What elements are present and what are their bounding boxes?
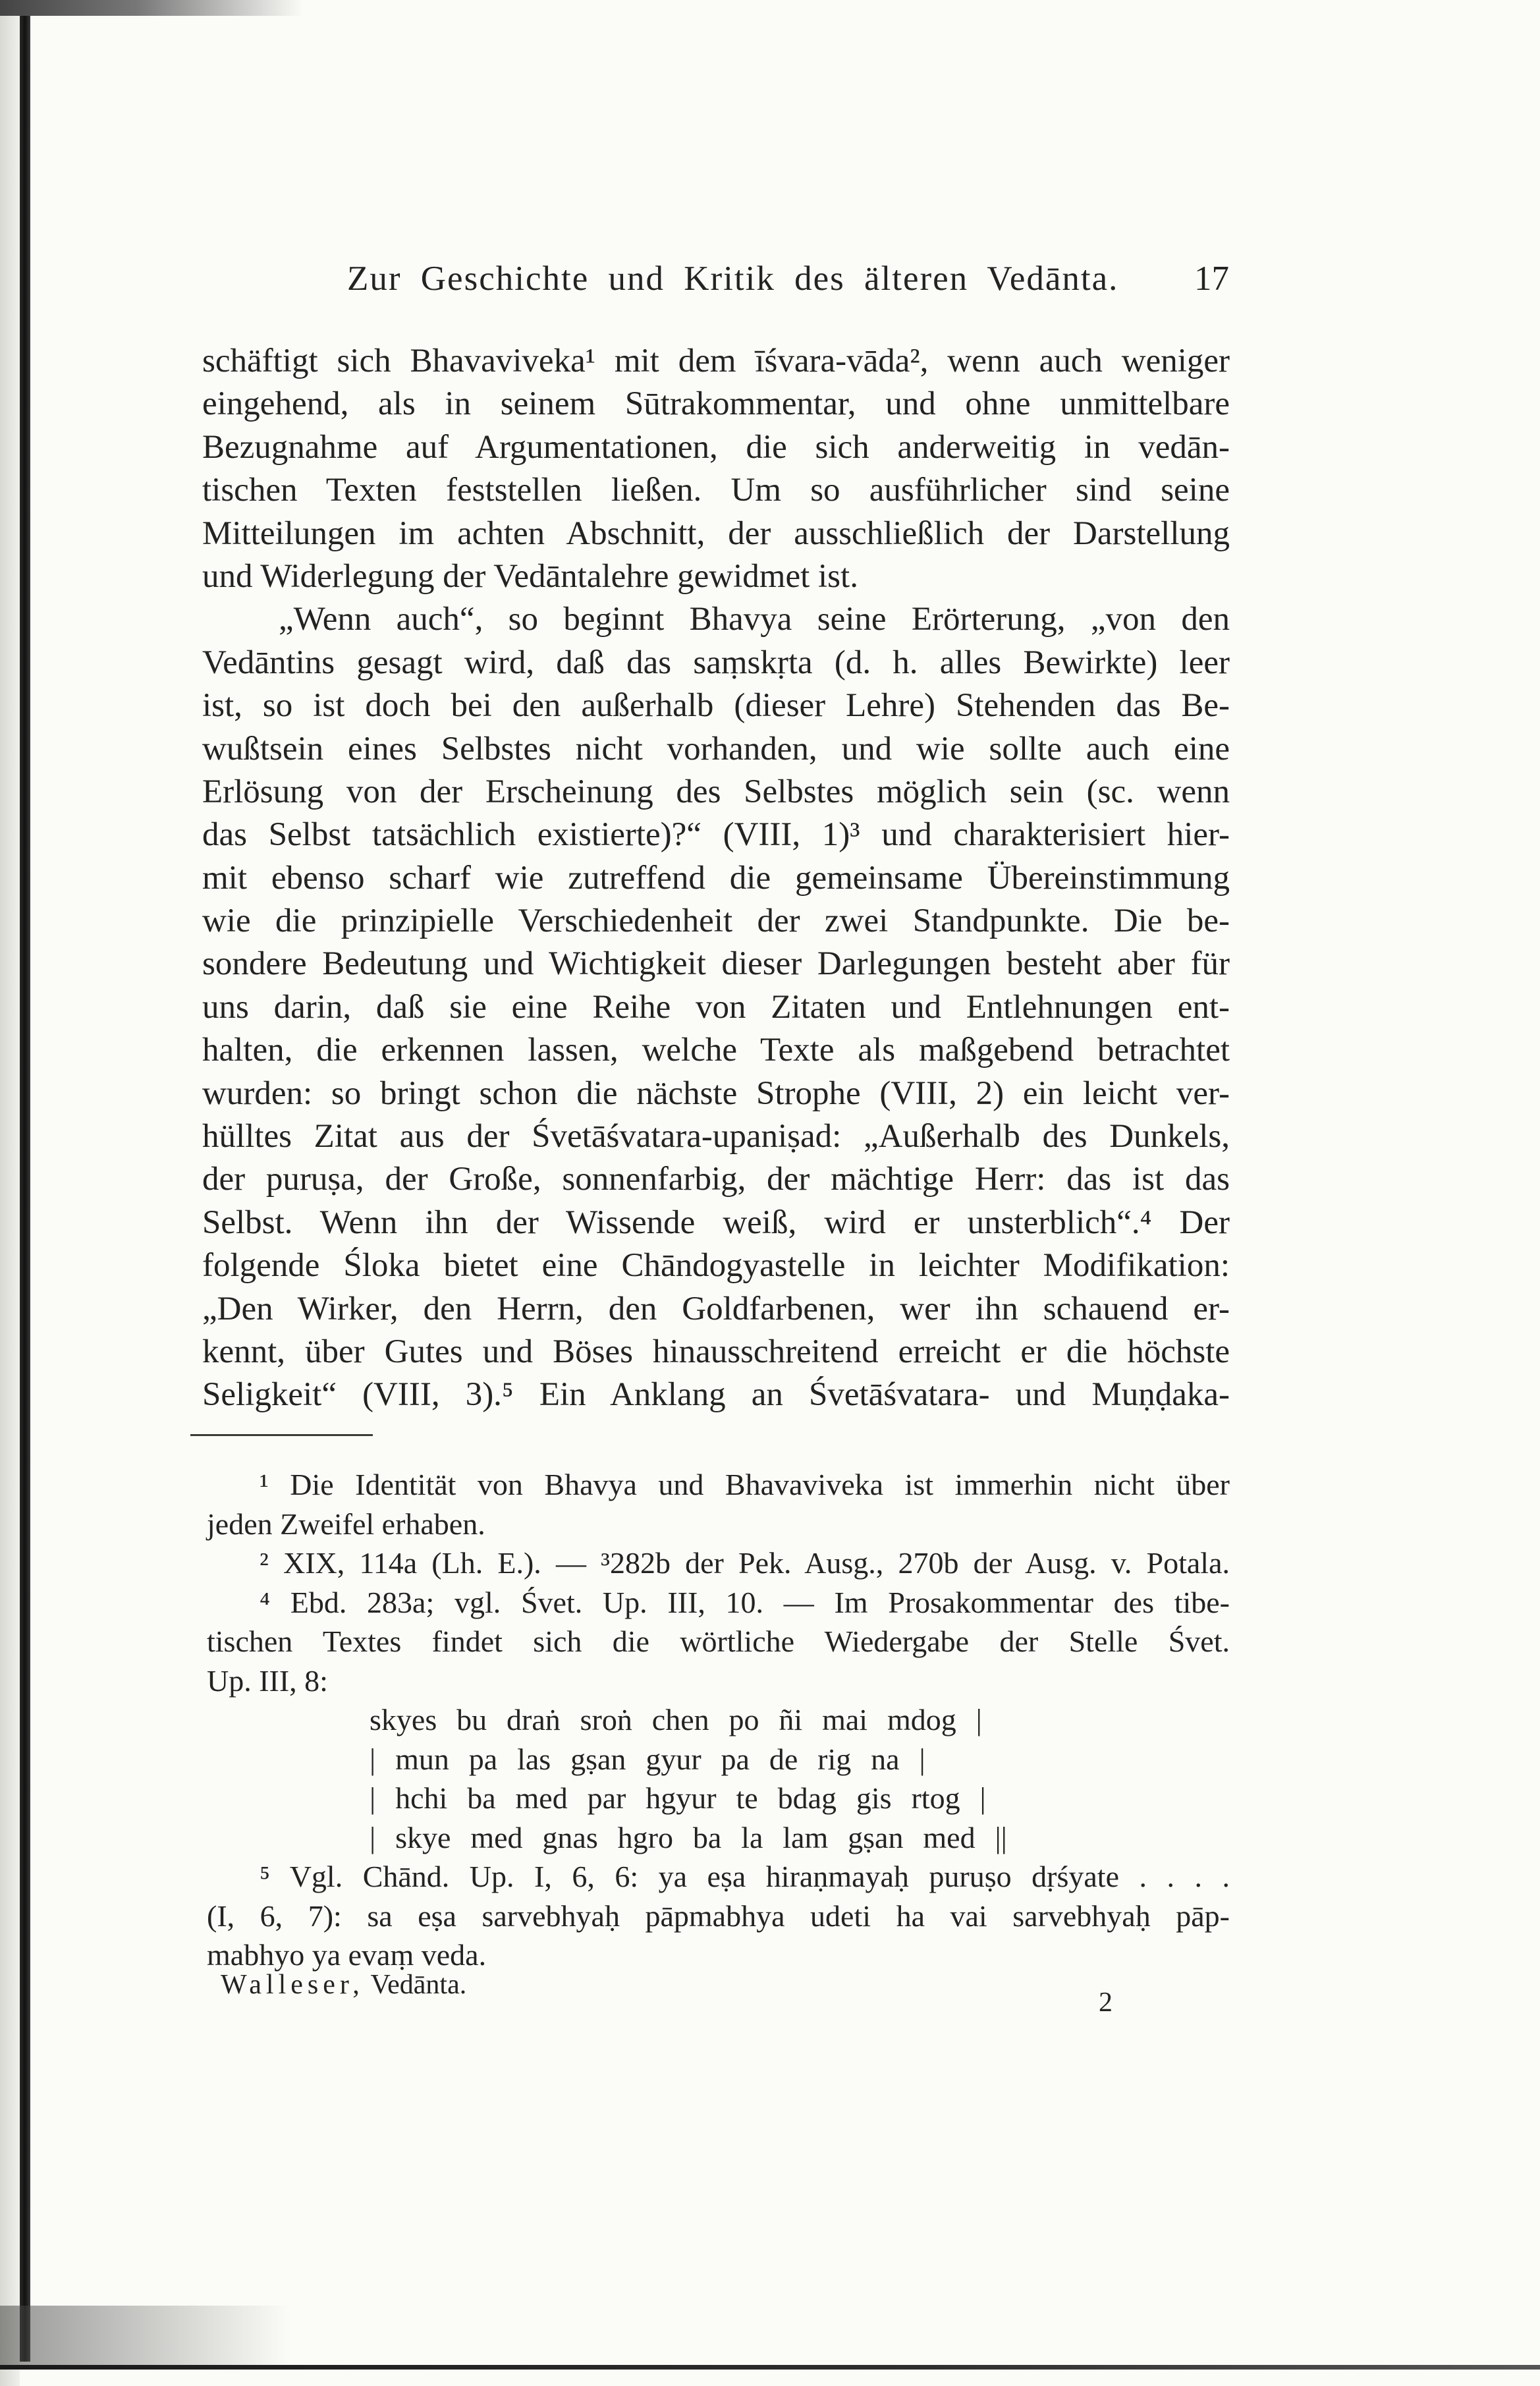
body-line: hülltes Zitat aus der Śvetāśvatara-upaniṣad: „Außerhalb des Dunkels, — [202, 1118, 1230, 1155]
body-line: sondere Bedeutung und Wichtigkeit dieser Darlegungen besteht aber für — [202, 945, 1230, 983]
footnote-4-line: ⁴ Ebd. 283a; vgl. Śvet. Up. III, 10. — Im Prosakommentar des tibe- — [260, 1585, 1230, 1619]
body-line: tischen Texten feststellen ließen. Um so ausführlicher sind seine — [202, 472, 1230, 509]
scan-bottom-left-shadow — [0, 2306, 290, 2366]
body-line: Mitteilungen im achten Abschnitt, der ausschließlich der Darstellung — [202, 514, 1230, 552]
body-line: halten, die erkennen lassen, welche Texte als maßgebend betrachtet — [202, 1032, 1230, 1069]
footnote-4-verse-line: | skye med gnas hgro ba la lam gṣan med || — [370, 1820, 1007, 1854]
signature-mark — [221, 1968, 466, 2001]
signature-title: Vedānta. — [370, 1970, 467, 2000]
body-line: Seligkeit“ (VIII, 3).⁵ Ein Anklang an Śvetāśvatara- und Muṇḍaka- — [202, 1376, 1230, 1414]
scan-binding-edge — [20, 0, 30, 2362]
running-title: Zur Geschichte und Kritik des älteren Vedānta. — [347, 260, 1119, 298]
footnote-4-verse-line: skyes bu draṅ sroṅ chen po ñi mai mdog | — [370, 1703, 982, 1736]
footnote-rule — [190, 1434, 373, 1436]
body-line: wußtsein eines Selbstes nicht vorhanden, und wie sollte auch eine — [202, 730, 1230, 767]
body-line: eingehend, als in seinem Sūtrakommentar, und ohne unmittelbare — [202, 385, 1230, 423]
footnote-5-line: mabhyo ya evaṃ veda. — [207, 1938, 487, 1972]
footnote-1-line: jeden Zweifel erhaben. — [207, 1507, 485, 1541]
scan-bottom-edge — [0, 2365, 1540, 2370]
page-number: 17 — [1194, 260, 1229, 298]
footnotes — [207, 1465, 1230, 1975]
body-line: Selbst. Wenn ihn der Wissende weiß, wird er unsterblich“.⁴ Der — [202, 1204, 1230, 1241]
body-line: ist, so ist doch bei den außerhalb (dieser Lehre) Stehenden das Be- — [202, 687, 1230, 725]
footnote-4-line: tischen Textes findet sich die wörtliche Wiedergabe der Stelle Śvet. — [207, 1624, 1230, 1658]
signature-author: Walleser, — [221, 1970, 364, 2000]
body-line: uns darin, daß sie eine Reihe von Zitaten und Entlehnungen ent- — [202, 988, 1230, 1026]
body-line: wurden: so bringt schon die nächste Strophe (VIII, 2) ein leicht ver- — [202, 1074, 1230, 1112]
body-line: schäftigt sich Bhavaviveka¹ mit dem īśvara-vāda², wenn auch weniger — [202, 343, 1230, 379]
body-line: folgende Śloka bietet eine Chāndogyastelle in leichter Modifikation: — [202, 1247, 1230, 1285]
footnote-1-line: ¹ Die Identität von Bhavya und Bhavaviveka ist immerhin nicht über — [260, 1468, 1230, 1501]
footnote-5-line: (I, 6, 7): sa eṣa sarvebhyaḥ pāpmabhya udeti ha vai sarvebhyaḥ pāp- — [207, 1899, 1230, 1933]
body-line: Vedāntins gesagt wird, daß das saṃskṛta (d. h. alles Bewirkte) leer — [202, 644, 1230, 681]
body-line: „Wenn auch“, so beginnt Bhavya seine Erörterung, „von den — [279, 601, 1230, 638]
footnote-4-line: Up. III, 8: — [207, 1663, 328, 1698]
body-line: das Selbst tatsächlich existierte)?“ (VIII, 1)³ und charakterisiert hier- — [202, 816, 1230, 854]
body-line: Erlösung von der Erscheinung des Selbstes möglich sein (sc. wenn — [202, 773, 1230, 810]
footnote-2-3-line: ² XIX, 114a (Lh. E.). — ³282b der Pek. Ausg., 270b der Ausg. v. Potala. — [260, 1546, 1230, 1580]
body-line: „Den Wirker, den Herrn, den Goldfarbenen, wer ihn schauend er- — [202, 1290, 1230, 1327]
main-text — [202, 340, 1230, 1417]
body-line: und Widerlegung der Vedāntalehre gewidmet ist. — [202, 557, 858, 595]
body-line: der puruṣa, der Große, sonnenfarbig, der mächtige Herr: das ist das — [202, 1161, 1230, 1198]
body-line: wie die prinzipielle Verschiedenheit der zwei Standpunkte. Die be- — [202, 902, 1230, 940]
body-line: Bezugnahme auf Argumentationen, die sich anderweitig in vedān- — [202, 428, 1230, 466]
body-line: kennt, über Gutes und Böses hinausschreitend erreicht er die höchste — [202, 1333, 1230, 1370]
sheet-number: 2 — [1099, 1987, 1113, 2018]
footnote-5-line: ⁵ Vgl. Chānd. Up. I, 6, 6: ya eṣa hiraṇmayaḥ puruṣo dṛśyate . . . . — [260, 1860, 1230, 1893]
footnote-4-verse-line: | hchi ba med par hgyur te bdag gis rtog | — [370, 1781, 986, 1815]
scan-left-shadow — [0, 0, 20, 2386]
body-line: mit ebenso scharf wie zutreffend die gemeinsame Übereinstimmung — [202, 859, 1230, 897]
scan-top-edge — [0, 0, 303, 16]
footnote-4-verse-line: | mun pa las gṣan gyur pa de rig na | — [370, 1742, 925, 1776]
